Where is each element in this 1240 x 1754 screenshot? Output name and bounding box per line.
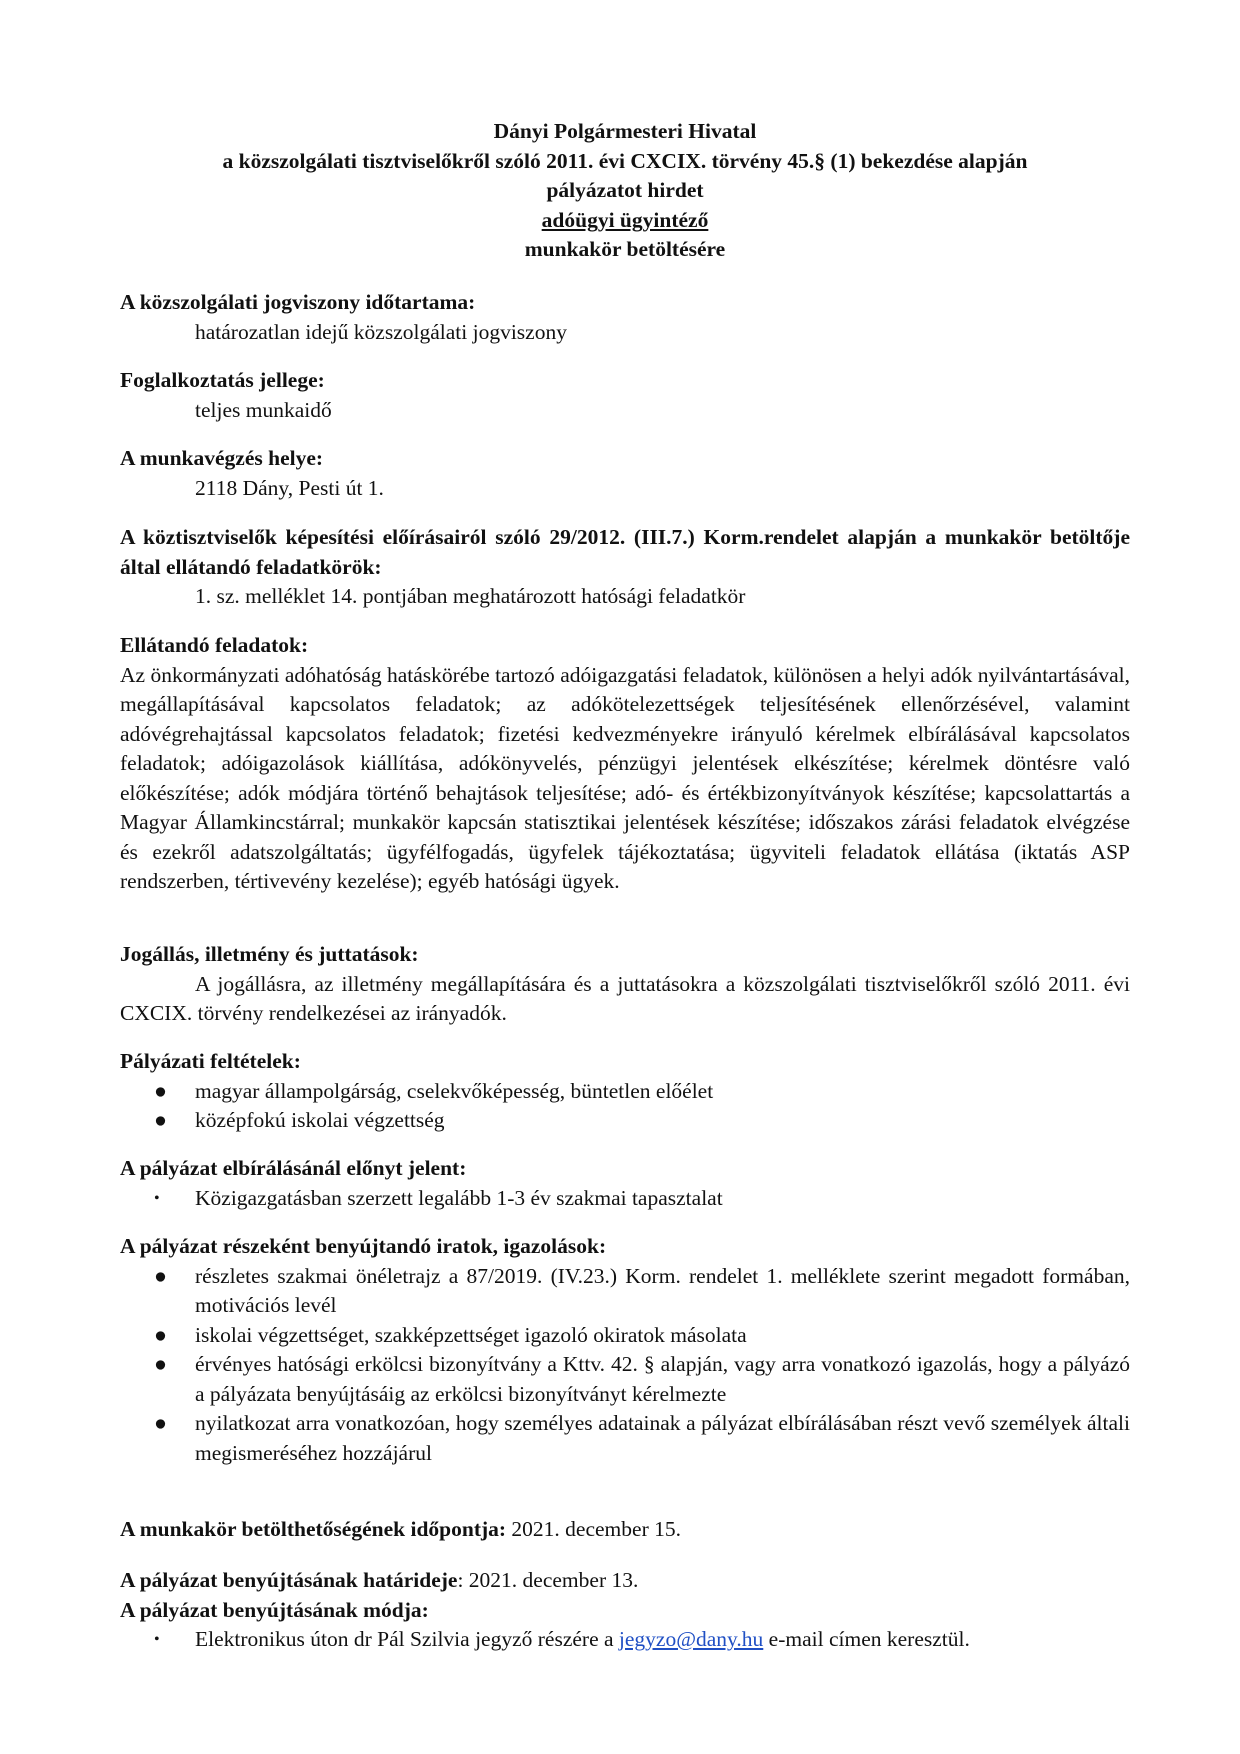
section-value: határozatlan idejű közszolgálati jogviszony <box>195 319 567 344</box>
deadline-value: : 2021. december 13. <box>457 1568 639 1592</box>
section-start-date <box>120 1515 1130 1545</box>
list-item: ● nyilatkozat arra vonatkozóan, hogy személyes adatainak a pályázat elbírálásában részt vevő személyek általi megismeréséhez hozzájárul <box>154 1411 1130 1465</box>
bullet-icon: • <box>154 1631 160 1648</box>
list-item: ● iskolai végzettséget, szakképzettséget igazoló okiratok másolata <box>120 1321 1130 1351</box>
method-heading: A pályázat benyújtásának módja: <box>120 1597 429 1622</box>
section-text: A jogállásra, az illetmény megállapítására és a juttatásokra a közszolgálati tisztviselőkről szóló 2011. évi CXCIX. törvény rendelkezései az irányadók. <box>120 971 1130 1025</box>
section-documents <box>120 1232 1130 1468</box>
email-link[interactable]: jegyzo@dany.hu <box>618 1627 764 1651</box>
deadline-label: A pályázat benyújtásának határideje <box>120 1568 458 1592</box>
start-date-value: 2021. december 15. <box>506 1517 681 1541</box>
section-advantage <box>120 1154 1130 1213</box>
section-heading: A közszolgálati jogviszony időtartama: <box>120 290 476 314</box>
start-date-label: A munkakör betölthetőségének időpontja: <box>120 1517 507 1541</box>
section-heading: A pályázat elbírálásánál előnyt jelent: <box>120 1156 467 1180</box>
section-tasks <box>120 631 1130 897</box>
bullet-icon: ● <box>154 1322 167 1347</box>
section-value: 1. sz. melléklet 14. pontjában meghatározott hatósági feladatkör <box>195 584 746 608</box>
section-heading: Foglalkoztatás jellege: <box>120 368 325 392</box>
section-value: 2118 Dány, Pesti út 1. <box>195 475 384 500</box>
section-heading: A pályázat részeként benyújtandó iratok, igazolások: <box>120 1234 607 1258</box>
list-item: ● magyar állampolgárság, cselekvőképesség, büntetlen előélet <box>120 1077 1130 1107</box>
bullet-icon: ● <box>154 1263 167 1288</box>
document-header <box>120 117 1130 265</box>
list-item: ● részletes szakmai önéletrajz a 87/2019. (IV.23.) Korm. rendelet 1. melléklete szerint megadott formában, motivációs levél <box>154 1263 1130 1317</box>
bullet-icon: ● <box>154 1108 167 1132</box>
section-salary <box>120 940 1130 1029</box>
header-announcement: pályázatot hirdet <box>546 178 704 202</box>
section-workplace <box>120 444 1130 503</box>
section-heading: A köztisztviselők képesítési előírásairól szóló 29/2012. (III.7.) Korm.rendelet alapján a munkakör betöltője által ellátandó feladatkörök: <box>120 525 1130 579</box>
header-office: Dányi Polgármesteri Hivatal <box>493 119 757 143</box>
list-item: ● érvényes hatósági erkölcsi bizonyítvány a Kttv. 42. § alapján, vagy arra vonatkozó igazolás, hogy a pályázó a pályázata benyújtásáig az erkölcsi bizonyítványt kérelmezte <box>154 1352 1130 1406</box>
bullet-icon: ● <box>154 1411 167 1435</box>
conditions-list <box>120 1077 1130 1136</box>
bullet-icon: ● <box>154 1078 167 1103</box>
header-position: adóügyi ügyintéző <box>541 207 709 232</box>
section-heading: Pályázati feltételek: <box>120 1049 301 1073</box>
header-purpose: munkakör betöltésére <box>524 237 726 261</box>
section-heading: Jogállás, illetmény és juttatások: <box>120 942 419 966</box>
method-list <box>120 1625 1130 1655</box>
section-qualification <box>120 523 1130 612</box>
advantage-list <box>120 1184 1130 1214</box>
section-duration <box>120 288 1130 347</box>
section-heading: A munkavégzés helye: <box>120 446 324 470</box>
header-law-reference: a közszolgálati tisztviselőkről szóló 2011. évi CXCIX. törvény 45.§ (1) bekezdése alapján <box>222 148 1028 173</box>
section-deadline <box>120 1566 1130 1655</box>
section-text: Az önkormányzati adóhatóság hatáskörébe tartozó adóigazgatási feladatok, különösen a helyi adók nyilvántartásával, megállapításával kapcsolatos feladatok; az adókötelezettségek teljesítésének ellenőrzésével, valamint adóvégrehajtással kapcsolatos feladatok; fizetési kedvezményekre irányuló kérelmek elbírálásával kapcsolatos feladatok; adóigazolások kiállítása, adókönyvelés, pénzügyi jelentések elkészítése; kérelmek döntésre való előkészítése; adók módjára történő behajtások teljesítése; adó- és értékbizonyítványok készítése; kapcsolattartás a Magyar Államkincstárral; munkakör kapcsán statisztikai jelentések készítése; időszakos zárási feladatok elvégzése és ezekről adatszolgáltatás; ügyfélfogadás, ügyfelek tájékoztatása; ügyviteli feladatok ellátása (iktatás ASP rendszerben, tértivevény kezelése); egyéb hatósági ügyek. <box>120 662 1130 893</box>
documents-list <box>120 1262 1130 1469</box>
bullet-icon: • <box>154 1189 160 1207</box>
list-item: • Elektronikus úton dr Pál Szilvia jegyző részére a jegyzo@dany.hu e-mail címen keresztül. <box>120 1625 1130 1655</box>
section-value: teljes munkaidő <box>195 397 332 422</box>
list-item: ● középfokú iskolai végzettség <box>120 1106 1130 1136</box>
bullet-icon: ● <box>154 1352 167 1376</box>
section-conditions <box>120 1047 1130 1136</box>
section-heading: Ellátandó feladatok: <box>120 633 309 657</box>
section-employment <box>120 366 1130 425</box>
list-item: • Közigazgatásban szerzett legalább 1-3 év szakmai tapasztalat <box>120 1184 1130 1214</box>
